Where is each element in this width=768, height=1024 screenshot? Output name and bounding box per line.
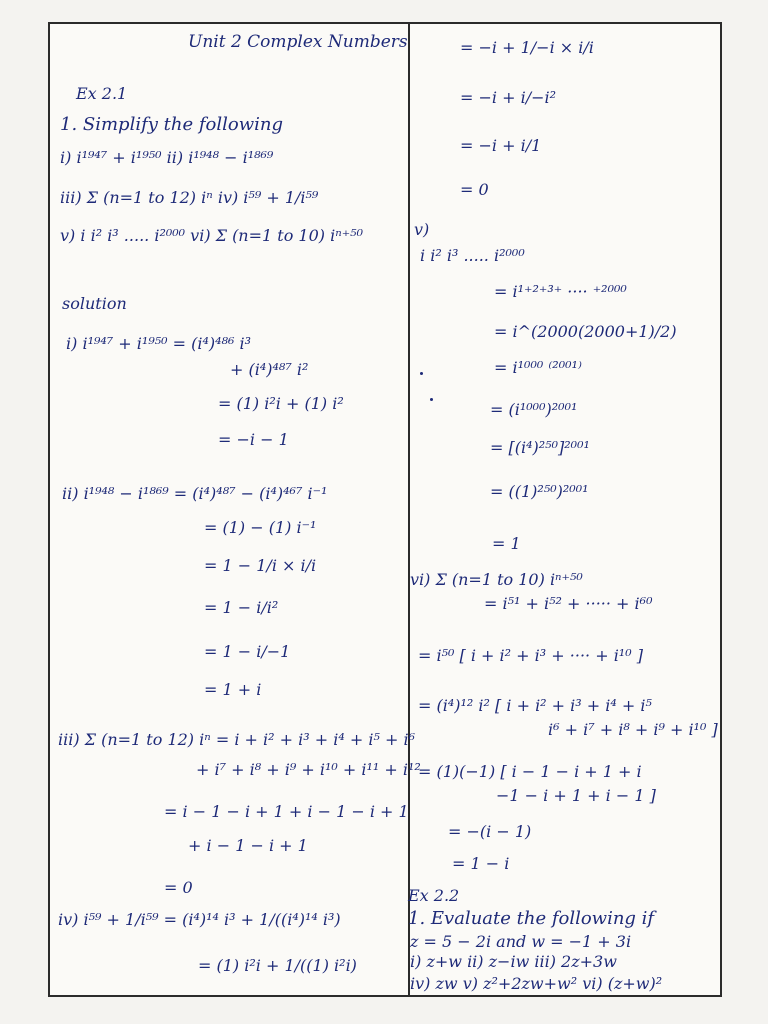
solution-2-line-f: = 1 + i — [204, 680, 262, 699]
exercise-2-parts-1: i) z+w ii) z−iw iii) 2z+3w — [410, 952, 617, 971]
solution-2-line-d: = 1 − i/i² — [204, 598, 279, 617]
question-line-3: v) i i² i³ ..... i²⁰⁰⁰ vi) Σ (n=1 to 10) iⁿ⁺⁵⁰ — [60, 226, 363, 245]
page-title: Unit 2 Complex Numbers — [188, 32, 408, 52]
part-vi-line-i: = 1 − i — [452, 854, 510, 873]
exercise-2-question: 1. Evaluate the following if — [408, 908, 655, 929]
solution-2-line-e: = 1 − i/−1 — [204, 642, 291, 661]
part-v-line-d: = i¹⁰⁰⁰ ⁽²⁰⁰¹⁾ — [494, 358, 582, 377]
column-divider — [408, 22, 410, 997]
solution-1-line-a: i) i¹⁹⁴⁷ + i¹⁹⁵⁰ = (i⁴)⁴⁸⁶ i³ — [66, 334, 252, 353]
exercise-2-values: z = 5 − 2i and w = −1 + 3i — [410, 932, 632, 951]
exercise-2-label: Ex 2.2 — [408, 886, 460, 905]
solution-3-line-b: + i⁷ + i⁸ + i⁹ + i¹⁰ + i¹¹ + i¹² — [196, 760, 421, 779]
solution-3-line-c: = i − 1 − i + 1 + i − 1 − i + 1 — [164, 802, 409, 821]
part-vi-line-h: = −(i − 1) — [448, 822, 532, 841]
pen-dot — [420, 372, 423, 375]
solution-2-line-b: = (1) − (1) i⁻¹ — [204, 518, 317, 537]
exercise-2-parts-2: iv) zw v) z²+2zw+w² vi) (z+w)² — [410, 974, 663, 993]
solution-1-line-c: = (1) i²i + (1) i² — [218, 394, 344, 413]
part-v-label: v) — [414, 220, 430, 239]
solution-2-line-c: = 1 − 1/i × i/i — [204, 556, 317, 575]
exercise-label: Ex 2.1 — [76, 84, 128, 103]
continued-line-1: = −i + 1/−i × i/i — [460, 38, 594, 57]
part-vi-line-b: = i⁵¹ + i⁵² + ····· + i⁶⁰ — [484, 594, 653, 613]
solution-1-line-d: = −i − 1 — [218, 430, 289, 449]
part-v-line-a: i i² i³ ..... i²⁰⁰⁰ — [420, 246, 525, 265]
pen-dot — [430, 398, 433, 401]
solution-3-line-d: + i − 1 − i + 1 — [188, 836, 308, 855]
part-v-line-g: = ((1)²⁵⁰)²⁰⁰¹ — [490, 482, 589, 501]
part-v-line-b: = i¹⁺²⁺³⁺ ···· ⁺²⁰⁰⁰ — [494, 282, 627, 301]
question-title: 1. Simplify the following — [60, 114, 283, 135]
solution-4-line-a: iv) i⁵⁹ + 1/i⁵⁹ = (i⁴)¹⁴ i³ + 1/((i⁴)¹⁴ i³) — [58, 910, 341, 929]
solution-4-line-b: = (1) i²i + 1/((1) i²i) — [198, 956, 357, 975]
part-v-line-f: = [(i⁴)²⁵⁰]²⁰⁰¹ — [490, 438, 590, 457]
part-vi-line-f: = (1)(−1) [ i − 1 − i + 1 + i — [418, 762, 642, 781]
part-v-line-e: = (i¹⁰⁰⁰)²⁰⁰¹ — [490, 400, 578, 419]
part-vi-line-e: i⁶ + i⁷ + i⁸ + i⁹ + i¹⁰ ] — [548, 720, 718, 739]
part-vi-line-g: −1 − i + 1 + i − 1 ] — [496, 786, 656, 805]
continued-line-2: = −i + i/−i² — [460, 88, 557, 107]
solution-1-line-b: + (i⁴)⁴⁸⁷ i² — [230, 360, 309, 379]
question-line-1: i) i¹⁹⁴⁷ + i¹⁹⁵⁰ ii) i¹⁹⁴⁸ − i¹⁸⁶⁹ — [60, 148, 274, 167]
solution-3-line-a: iii) Σ (n=1 to 12) iⁿ = i + i² + i³ + i⁴ + i⁵ + i⁶ — [58, 730, 415, 749]
notebook-page — [48, 22, 722, 997]
part-vi-line-a: vi) Σ (n=1 to 10) iⁿ⁺⁵⁰ — [410, 570, 583, 589]
continued-line-4: = 0 — [460, 180, 489, 199]
solution-heading: solution — [62, 294, 127, 313]
part-vi-line-d: = (i⁴)¹² i² [ i + i² + i³ + i⁴ + i⁵ — [418, 696, 652, 715]
part-v-line-c: = i^(2000(2000+1)/2) — [494, 322, 677, 341]
solution-2-line-a: ii) i¹⁹⁴⁸ − i¹⁸⁶⁹ = (i⁴)⁴⁸⁷ − (i⁴)⁴⁶⁷ i⁻¹ — [62, 484, 328, 503]
question-line-2: iii) Σ (n=1 to 12) iⁿ iv) i⁵⁹ + 1/i⁵⁹ — [60, 188, 319, 207]
solution-3-line-e: = 0 — [164, 878, 193, 897]
continued-line-3: = −i + i/1 — [460, 136, 542, 155]
part-vi-line-c: = i⁵⁰ [ i + i² + i³ + ···· + i¹⁰ ] — [418, 646, 643, 665]
part-v-line-h: = 1 — [492, 534, 521, 553]
